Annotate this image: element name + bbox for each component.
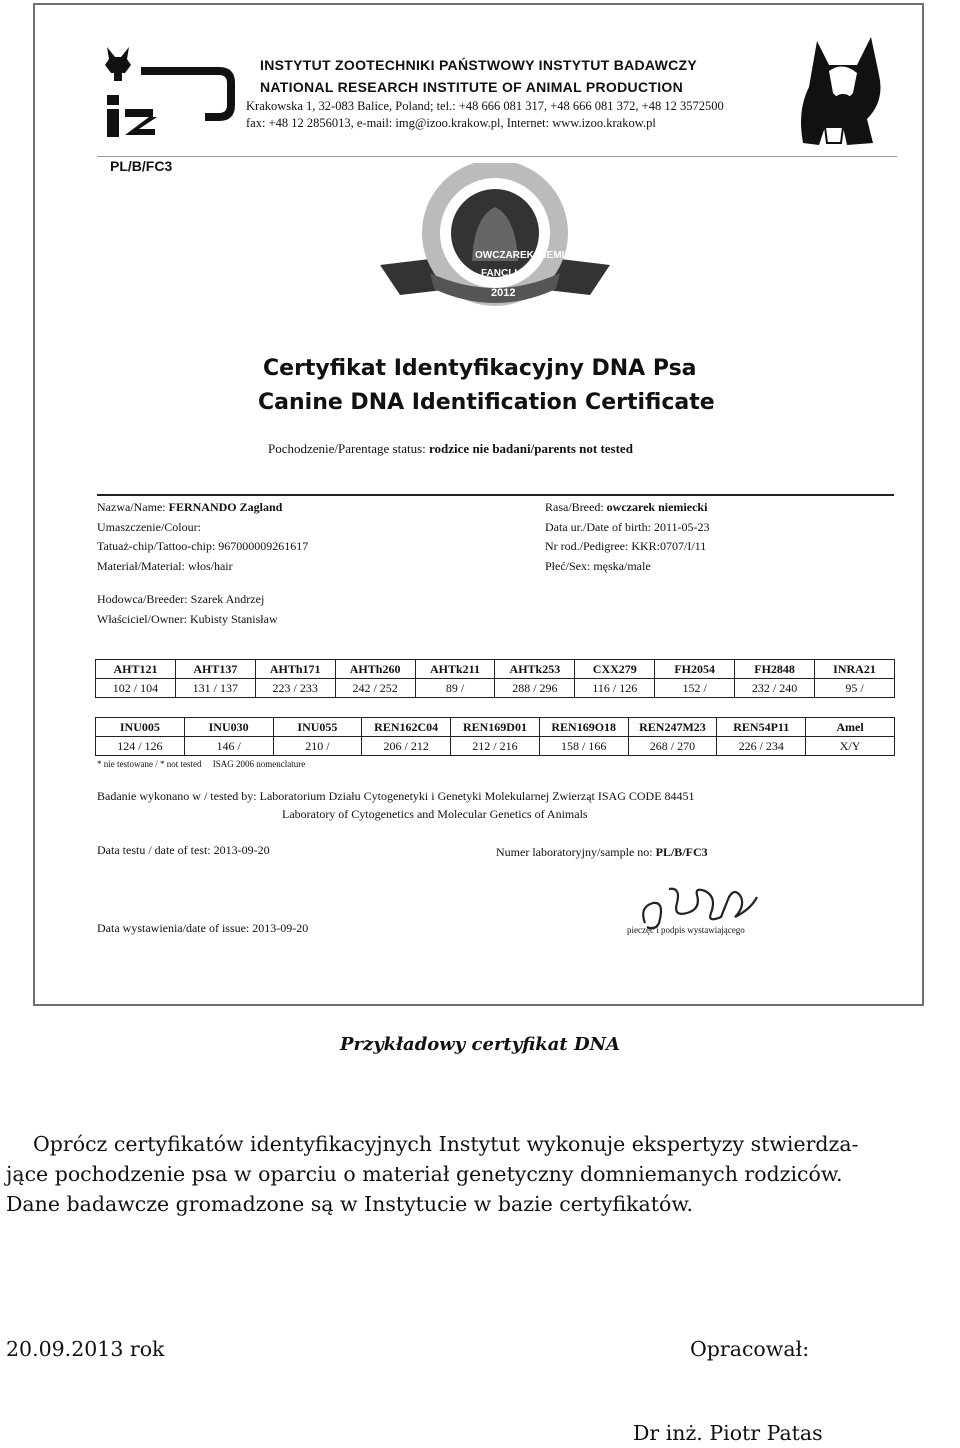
dog-mascot-image bbox=[795, 31, 887, 149]
marker-header: FH2054 bbox=[655, 660, 735, 679]
marker-footnote: * nie testowane / * not tested ISAG 2006 nomenclature bbox=[97, 759, 306, 769]
field-pedigree: Nr rod./Pedigree: KKR:0707/I/11 bbox=[545, 539, 707, 553]
marker-value: 152 / bbox=[655, 679, 735, 698]
field-sex: Płeć/Sex: męska/male bbox=[545, 558, 651, 573]
parentage-value: rodzice nie badani/parents not tested bbox=[429, 441, 633, 456]
marker-header: REN162C04 bbox=[362, 718, 451, 737]
marker-value: 146 / bbox=[184, 737, 273, 756]
field-material: Materiał/Material: włos/hair bbox=[97, 558, 233, 573]
marker-value: 131 / 137 bbox=[175, 679, 255, 698]
document-code: PL/B/FC3 bbox=[110, 158, 173, 174]
marker-value: 95 / bbox=[815, 679, 895, 698]
marker-value: X/Y bbox=[806, 737, 895, 756]
paragraph-line-2: jące pochodzenie psa w oparciu o materiał genetyczny domniemanych rodziców. bbox=[6, 1162, 843, 1186]
badge-year: 2012 bbox=[491, 287, 516, 299]
marker-value: 212 / 216 bbox=[451, 737, 540, 756]
marker-value: 232 / 240 bbox=[735, 679, 815, 698]
tested-by-label: Badanie wykonano w / tested by: bbox=[97, 789, 257, 803]
field-breeder: Hodowca/Breeder: Szarek Andrzej bbox=[97, 592, 265, 606]
marker-value: 102 / 104 bbox=[96, 679, 176, 698]
marker-value: 89 / bbox=[415, 679, 495, 698]
institute-name-pl: INSTYTUT ZOOTECHNIKI PAŃSTWOWY INSTYTUT BADAWCZY bbox=[260, 57, 697, 73]
institute-address: Krakowska 1, 32-083 Balice, Poland; tel.: +48 666 081 317, +48 666 081 372, +48 12 3572500 bbox=[246, 99, 724, 113]
marker-value: 268 / 270 bbox=[628, 737, 717, 756]
marker-header: AHTk211 bbox=[415, 660, 495, 679]
badge-bottom-text: FANCLUB bbox=[481, 268, 529, 279]
breeder-owner-info bbox=[97, 590, 278, 629]
marker-table-1 bbox=[95, 659, 895, 698]
marker-value: 242 / 252 bbox=[335, 679, 415, 698]
marker-value: 288 / 296 bbox=[495, 679, 575, 698]
field-owner: Właściciel/Owner: Kubisty Stanisław bbox=[97, 611, 278, 626]
marker-header: AHTh260 bbox=[335, 660, 415, 679]
marker-value: 124 / 126 bbox=[96, 737, 185, 756]
marker-header: INU030 bbox=[184, 718, 273, 737]
sample-number: Numer laboratoryjny/sample no: PL/B/FC3 bbox=[496, 845, 708, 859]
marker-header: REN169D01 bbox=[451, 718, 540, 737]
marker-header: INU055 bbox=[273, 718, 362, 737]
marker-header: FH2848 bbox=[735, 660, 815, 679]
marker-header: REN169O18 bbox=[539, 718, 628, 737]
marker-value: 226 / 234 bbox=[717, 737, 806, 756]
marker-header: AHTh171 bbox=[255, 660, 335, 679]
marker-value: 223 / 233 bbox=[255, 679, 335, 698]
animal-info-left bbox=[97, 498, 308, 576]
footer-prepared-by: Opracował: bbox=[690, 1337, 810, 1361]
field-date-of-birth: Data ur./Date of birth: 2011-05-23 bbox=[545, 519, 710, 534]
test-date: Data testu / date of test: 2013-09-20 bbox=[97, 843, 270, 857]
footer-date: 20.09.2013 rok bbox=[6, 1337, 165, 1361]
marker-header: AHT121 bbox=[96, 660, 176, 679]
field-breed: Rasa/Breed: owczarek niemiecki bbox=[545, 500, 708, 514]
marker-value: 206 / 212 bbox=[362, 737, 451, 756]
marker-header: REN247M23 bbox=[628, 718, 717, 737]
marker-table-1-header bbox=[96, 660, 895, 679]
marker-value: 116 / 126 bbox=[575, 679, 655, 698]
marker-value: 158 / 166 bbox=[539, 737, 628, 756]
signature-label: pieczęć i podpis wystawiającego bbox=[627, 925, 745, 935]
parentage-status bbox=[268, 441, 633, 457]
parentage-label: Pochodzenie/Parentage status: bbox=[268, 441, 426, 456]
field-tattoo-chip: Tatuaż-chip/Tattoo-chip: 967000009261617 bbox=[97, 539, 309, 553]
marker-header: AHT137 bbox=[175, 660, 255, 679]
footer-author: Dr inż. Piotr Patas bbox=[633, 1421, 823, 1445]
marker-header: AHTk253 bbox=[495, 660, 575, 679]
figure-caption: Przykładowy certyfikat DNA bbox=[339, 1034, 621, 1055]
institute-logo bbox=[101, 43, 251, 139]
marker-table-2-header bbox=[96, 718, 895, 737]
paragraph-line-1: Oprócz certyfikatów identyfikacyjnych Instytut wykonuje ekspertyzy stwierdza- bbox=[33, 1132, 859, 1156]
marker-header: REN54P11 bbox=[717, 718, 806, 737]
marker-value: 210 / bbox=[273, 737, 362, 756]
institute-contact: fax: +48 12 2856013, e-mail: img@izoo.krakow.pl, Internet: www.izoo.krakow.pl bbox=[246, 116, 656, 130]
field-colour: Umaszczenie/Colour: bbox=[97, 519, 201, 534]
issue-date: Data wystawienia/date of issue: 2013-09-20 bbox=[97, 921, 309, 935]
marker-header: INU005 bbox=[96, 718, 185, 737]
marker-table-1-values bbox=[96, 679, 895, 698]
dna-certificate bbox=[33, 3, 924, 1006]
marker-header: INRA21 bbox=[815, 660, 895, 679]
certificate-title-en: Canine DNA Identification Certificate bbox=[258, 390, 715, 415]
tested-by-lab-en: Laboratory of Cytogenetics and Molecular Genetics of Animals bbox=[282, 807, 588, 821]
field-name: Nazwa/Name: FERNANDO Zagland bbox=[97, 500, 283, 514]
tested-by bbox=[97, 789, 695, 804]
institute-name-en: NATIONAL RESEARCH INSTITUTE OF ANIMAL PRODUCTION bbox=[260, 79, 683, 95]
marker-table-2 bbox=[95, 717, 895, 756]
certificate-title-pl: Certyfikat Identyfikacyjny DNA Psa bbox=[263, 356, 697, 381]
marker-header: CXX279 bbox=[575, 660, 655, 679]
paragraph-line-3: Dane badawcze gromadzone są w Instytucie w bazie certyfikatów. bbox=[6, 1192, 693, 1216]
animal-info-right bbox=[545, 498, 710, 576]
marker-table-2-values bbox=[96, 737, 895, 756]
badge-top-text: OWCZAREK NIEMIECKI bbox=[475, 250, 589, 261]
tested-by-lab-pl: Laboratorium Działu Cytogenetyki i Genetyki Molekularnej Zwierząt ISAG CODE 84451 bbox=[259, 789, 695, 803]
marker-header: Amel bbox=[806, 718, 895, 737]
